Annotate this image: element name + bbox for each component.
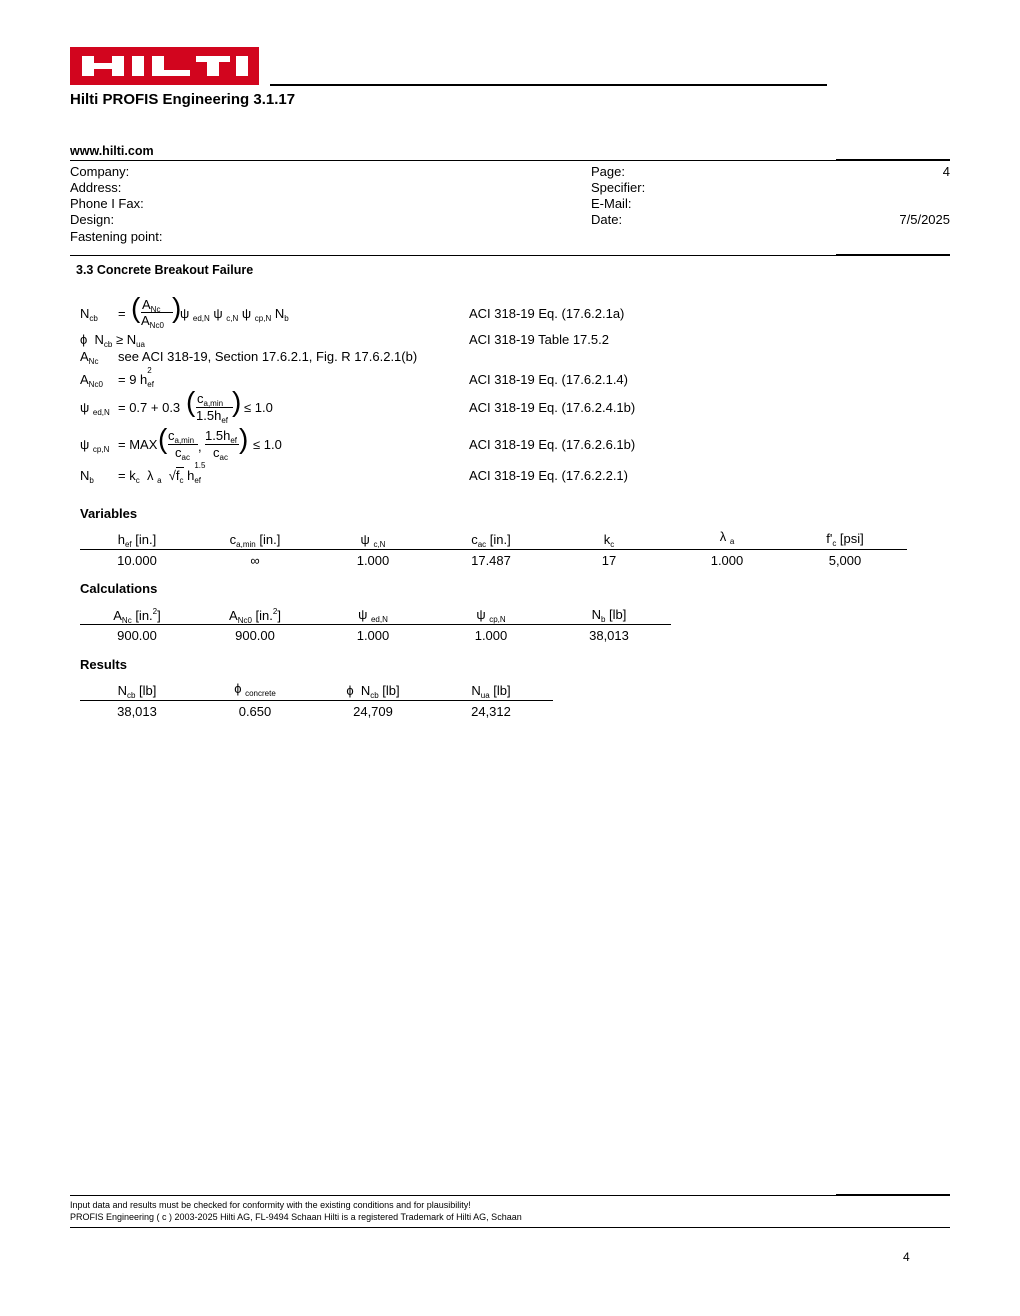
header-rule-accent bbox=[836, 159, 950, 161]
res-header-phincb: ϕ $N_{cb}$ [lb] bbox=[346, 683, 400, 700]
var-header-hef: $h_{ef}$ [in.] bbox=[117, 532, 157, 549]
calc-header-nb: $N_b$ [lb] bbox=[591, 607, 627, 624]
res-value: 38,013 bbox=[117, 704, 157, 719]
var-value: 1.000 bbox=[356, 553, 390, 568]
res-header-ncb: $N_{cb}$ [lb] bbox=[117, 683, 157, 700]
calc-header-anc: $A_{Nc}$ [in.$^2$] bbox=[113, 607, 161, 625]
eq-anc0: $A_{Nc0}$ bbox=[80, 372, 103, 389]
app-title: Hilti PROFIS Engineering 3.1.17 bbox=[70, 91, 296, 108]
res-header-phi: ϕ $_{concrete}$ bbox=[234, 681, 276, 698]
hilti-logo-mark bbox=[70, 47, 259, 85]
design-label: Design: bbox=[70, 212, 115, 227]
email-label: E-Mail: bbox=[591, 196, 632, 211]
var-value: 17 bbox=[601, 553, 617, 568]
phone-label: Phone I Fax: bbox=[70, 196, 144, 211]
var-table-rule bbox=[80, 549, 907, 550]
calc-value: 900.00 bbox=[117, 628, 157, 643]
calculations-title: Calculations bbox=[80, 581, 158, 596]
var-header-lambda: λ $_a$ bbox=[719, 529, 735, 546]
calc-value: 1.000 bbox=[356, 628, 390, 643]
eq-ref-4: ACI 318-19 Eq. (17.6.2.4.1b) bbox=[469, 400, 636, 415]
eq-psi-ed-paren-r: ) bbox=[232, 386, 242, 417]
var-value: 17.487 bbox=[471, 553, 511, 568]
eq-nb: $N_b$ bbox=[80, 468, 94, 485]
var-value: 5,000 bbox=[828, 553, 862, 568]
hilti-logo bbox=[70, 47, 259, 85]
eq-psi-cp-den1: $c_{ac}$ bbox=[175, 445, 190, 462]
res-value: 24,709 bbox=[353, 704, 393, 719]
footer-page-number: 4 bbox=[903, 1250, 910, 1264]
page-label: Page: bbox=[591, 164, 625, 179]
calc-header-psicp: ψ $_{cp,N}$ bbox=[476, 607, 506, 624]
var-value: 1.000 bbox=[710, 553, 744, 568]
calc-value: 1.000 bbox=[474, 628, 508, 643]
footer-disclaimer: Input data and results must be checked for conformity with the existing conditions and for plausibility! bbox=[70, 1200, 471, 1210]
eq-psi-cp-rhs: = MAX bbox=[118, 437, 158, 452]
eq-psi-ed-paren-l: ( bbox=[186, 386, 196, 417]
var-header-camin: $c_{a,min}$ [in.] bbox=[229, 532, 281, 549]
eq-ref-6: ACI 318-19 Eq. (17.6.2.2.1) bbox=[469, 468, 628, 483]
footer-rule-top bbox=[70, 1195, 950, 1196]
eq-phi-ncb: ϕ $N_{cb} \ge N_{ua}$ bbox=[80, 332, 146, 349]
res-value: 0.650 bbox=[238, 704, 272, 719]
footer-rule-bottom bbox=[70, 1227, 950, 1228]
var-value: 10.000 bbox=[117, 553, 157, 568]
eq-psi-cp: ψ $_{cp,N}$ bbox=[80, 437, 110, 454]
var-header-kc: $k_c$ bbox=[603, 532, 615, 549]
calc-header-anc0: $A_{Nc0}$ [in.$^2$] bbox=[229, 607, 281, 625]
variables-title: Variables bbox=[80, 506, 138, 521]
eq-psi-cp-paren-l: ( bbox=[158, 423, 168, 454]
eq-psi-ed-rhs: = 0.7 + 0.3 bbox=[118, 400, 181, 415]
eq-psi-cp-num1: $c_{a,min}$ bbox=[168, 428, 195, 445]
res-table-rule bbox=[80, 700, 553, 701]
calc-value: 900.00 bbox=[235, 628, 275, 643]
footer-copyright: PROFIS Engineering ( c ) 2003-2025 Hilti AG, FL-9494 Schaan Hilti is a registered Trademark of Hilti AG, Schaan bbox=[70, 1212, 522, 1222]
var-header-fc: $f'_c$ [psi] bbox=[826, 531, 864, 548]
res-header-nua: $N_{ua}$ [lb] bbox=[471, 683, 511, 700]
eq-psi-ed: ψ $_{ed,N}$ bbox=[80, 400, 110, 417]
eq-psi-cp-num2: $1.5h_{ef}$ bbox=[205, 428, 237, 445]
eq-psi-cp-den2: $c_{ac}$ bbox=[213, 445, 228, 462]
eq-ref-3: ACI 318-19 Eq. (17.6.2.1.4) bbox=[469, 372, 628, 387]
eq-psi-cp-limit: ≤ 1.0 bbox=[253, 437, 282, 452]
eq-psi-ed-den: $1.5h_{ef}$ bbox=[196, 408, 228, 425]
page-value: 4 bbox=[942, 164, 950, 179]
footer-rule-accent bbox=[836, 1194, 950, 1196]
website-link[interactable]: www.hilti.com bbox=[70, 144, 154, 158]
eq-psi-ed-limit: ≤ 1.0 bbox=[244, 400, 273, 415]
results-title: Results bbox=[80, 657, 127, 672]
eq-ref-1: ACI 318-19 Eq. (17.6.2.1a) bbox=[469, 306, 625, 321]
date-value: 7/5/2025 bbox=[899, 212, 950, 227]
company-label: Company: bbox=[70, 164, 130, 179]
var-header-cac: $c_{ac}$ [in.] bbox=[471, 532, 511, 549]
fastening-label: Fastening point: bbox=[70, 229, 163, 244]
eq-anc0-rhs: = 9 h 2 $_{ef}$ bbox=[118, 366, 154, 389]
date-label: Date: bbox=[591, 212, 623, 227]
eq-psi-cp-paren-r: ) bbox=[239, 423, 249, 454]
eq-anc-symbol: $A_{Nc}$ bbox=[80, 349, 99, 366]
var-value: ∞ bbox=[250, 553, 260, 568]
calc-header-psied: ψ $_{ed,N}$ bbox=[358, 607, 388, 624]
eq-ref-5: ACI 318-19 Eq. (17.6.2.6.1b) bbox=[469, 437, 636, 452]
calc-value: 38,013 bbox=[589, 628, 629, 643]
logo-rule bbox=[270, 84, 827, 86]
eq-anc-text: see ACI 318-19, Section 17.6.2.1, Fig. R 17.6.2.1(b) bbox=[118, 349, 418, 364]
eq-psi-cp-comma: , bbox=[198, 439, 202, 454]
var-header-psicn: ψ $_{c,N}$ bbox=[360, 532, 386, 549]
res-value: 24,312 bbox=[471, 704, 511, 719]
address-label: Address: bbox=[70, 180, 122, 195]
eq-ref-2: ACI 318-19 Table 17.5.2 bbox=[469, 332, 609, 347]
header-rule-top bbox=[70, 160, 950, 161]
specifier-label: Specifier: bbox=[591, 180, 646, 195]
eq-nb-rhs: = $k_c$ λ $_a$ $√f_c$ h 1.5 $_{ef}$ bbox=[118, 461, 206, 485]
section-title: 3.3 Concrete Breakout Failure bbox=[76, 263, 254, 277]
header-rule-bottom bbox=[70, 255, 950, 256]
calc-table-rule bbox=[80, 624, 671, 625]
eq-psi-ed-num: $c_{a,min}$ bbox=[197, 391, 224, 408]
header-rule-bottom-accent bbox=[836, 254, 950, 256]
